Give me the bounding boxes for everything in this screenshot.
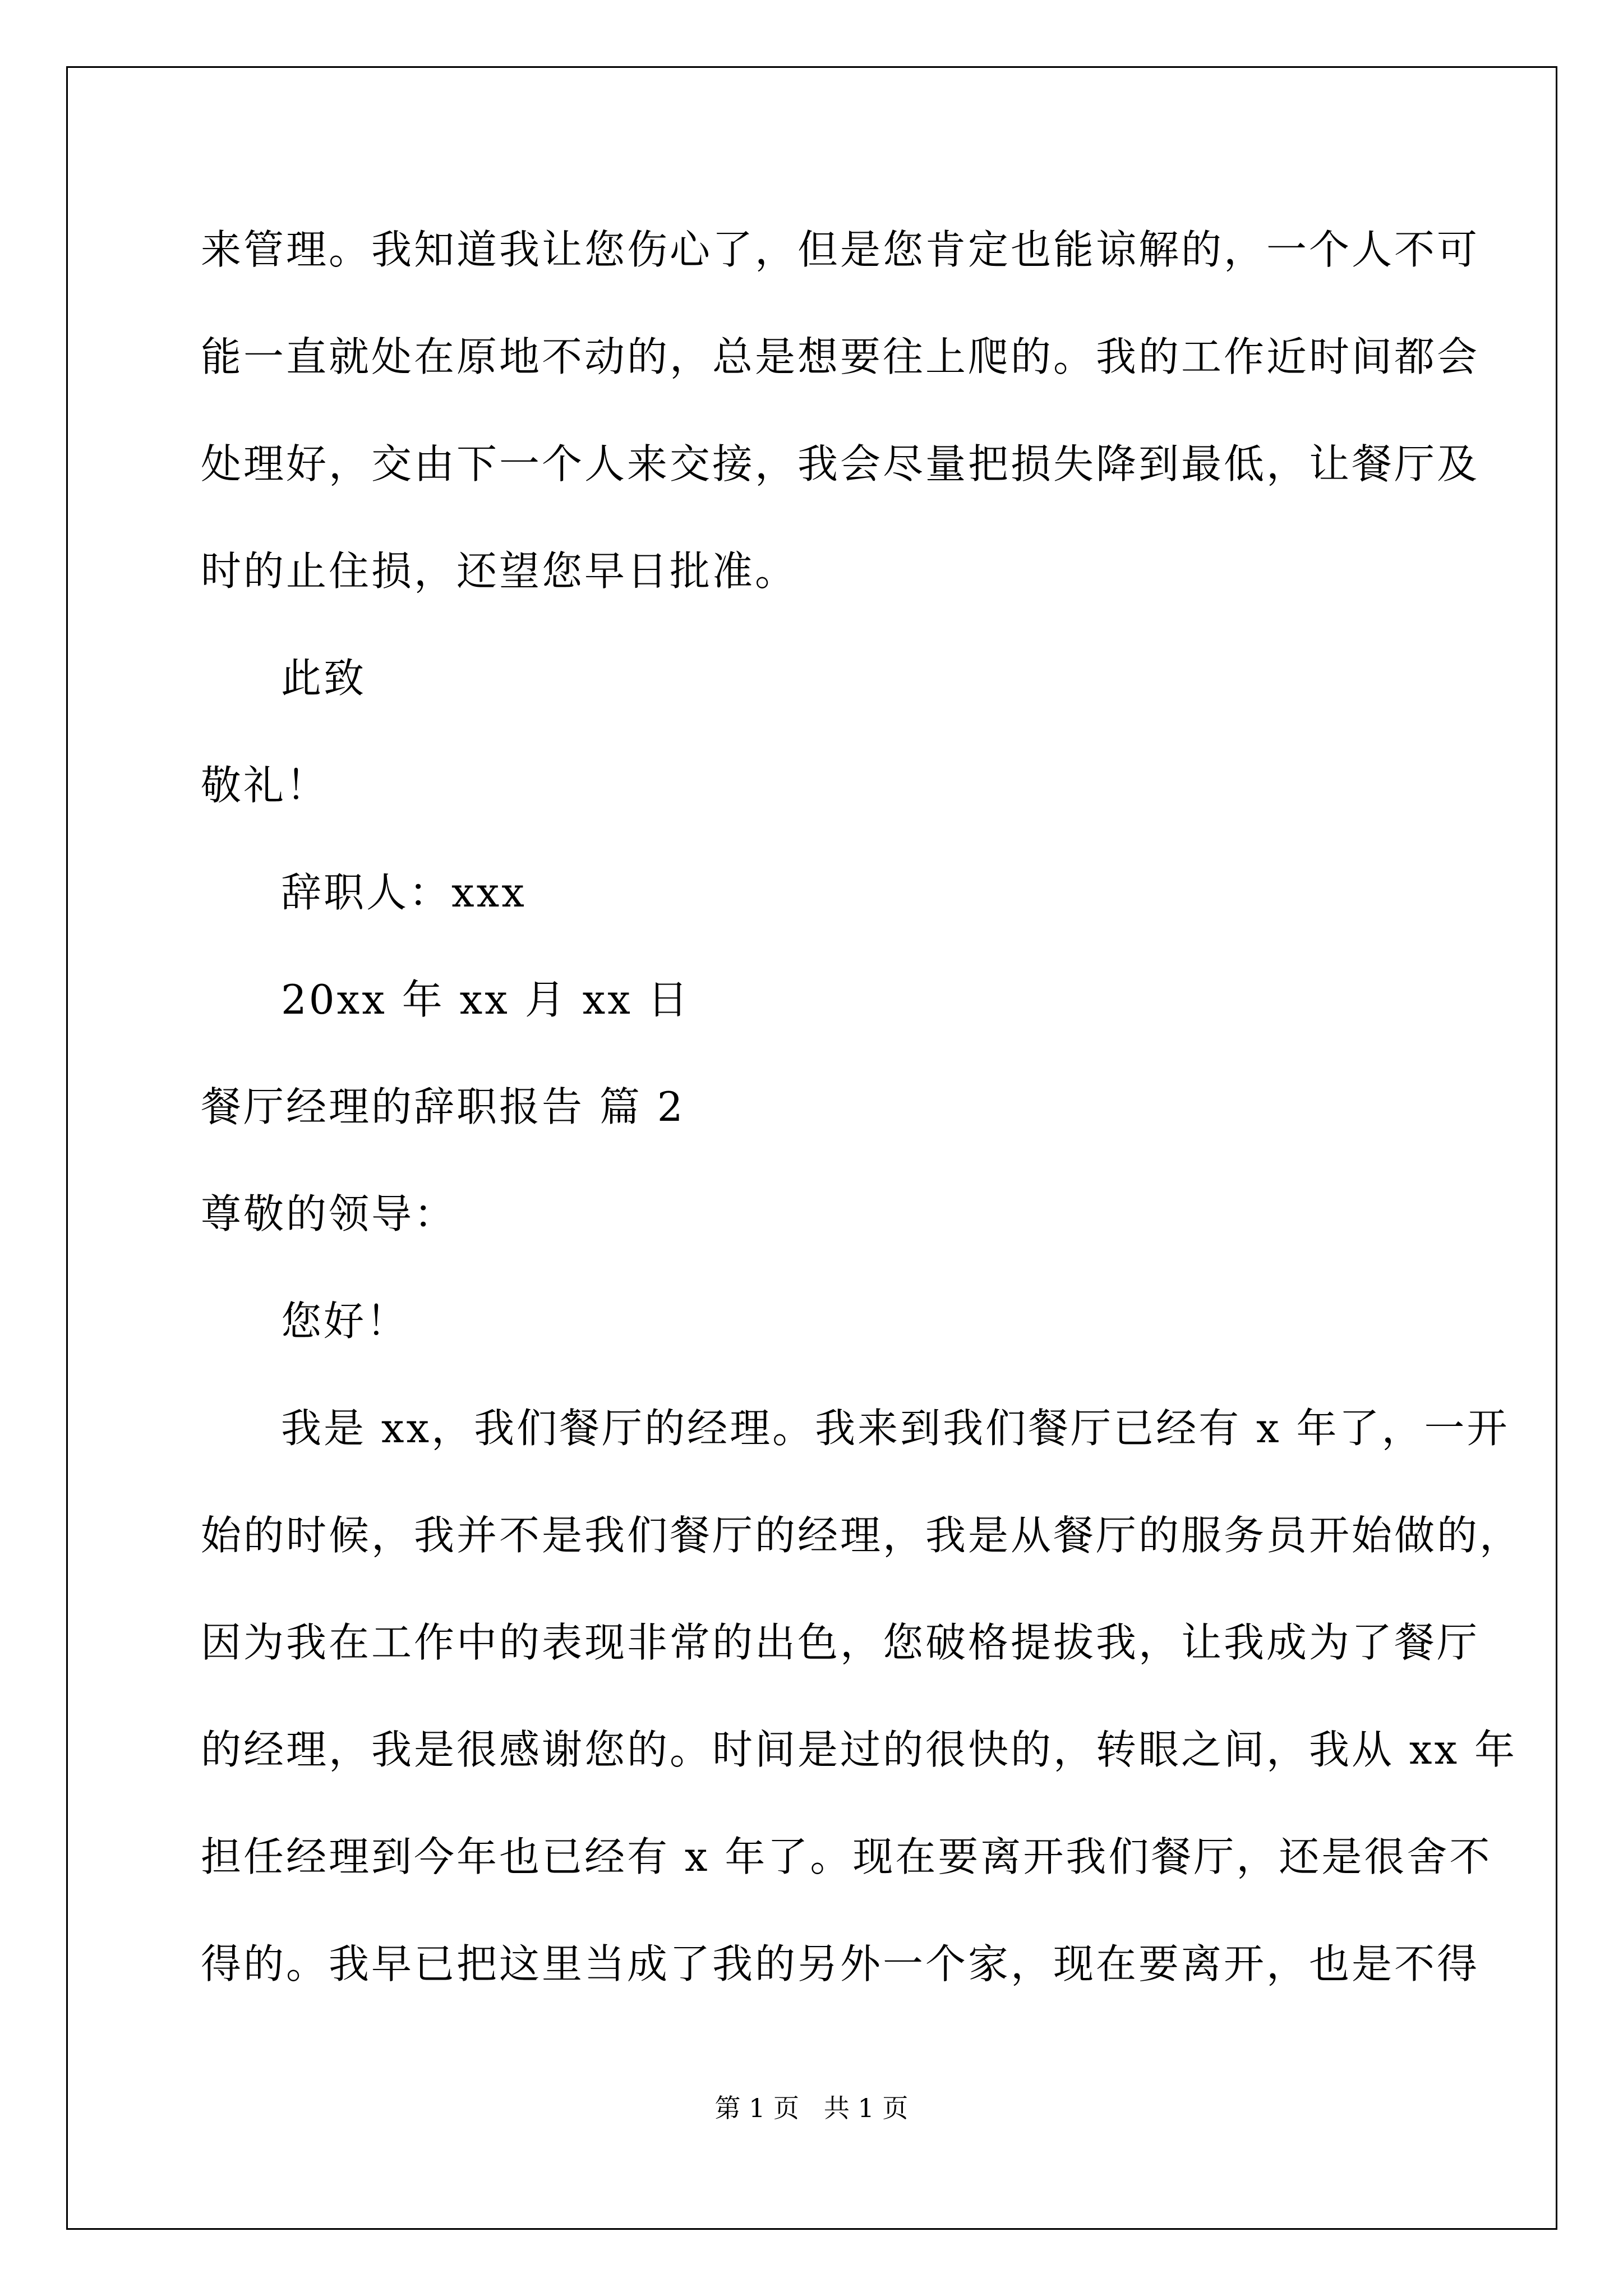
document-body: [201, 211, 1523, 2032]
closing-regards: 敬礼！: [201, 762, 329, 809]
date-line: 20xx 年 xx 月 xx 日: [281, 976, 690, 1023]
page-number-footer: 第 1 页 共 1 页: [714, 2093, 909, 2123]
signer-line: 辞职人：xxx: [281, 869, 527, 916]
body-line: 的经理，我是很感谢您的。时间是过的很快的，转眼之间，我从 xx 年: [201, 1726, 1517, 1773]
body-line: 始的时候，我并不是我们餐厅的经理，我是从餐厅的服务员开始做的，: [201, 1512, 1523, 1559]
body-line: 时的止住损，还望您早日批准。: [201, 547, 798, 595]
greeting-recipient: 尊敬的领导：: [201, 1190, 457, 1237]
body-line: 我是 xx，我们餐厅的经理。我来到我们餐厅已经有 x 年了，一开: [281, 1405, 1510, 1452]
body-line: 得的。我早已把这里当成了我的另外一个家，现在要离开，也是不得: [201, 1940, 1480, 1987]
section-title: 餐厅经理的辞职报告 篇 2: [201, 1083, 685, 1130]
body-line: 因为我在工作中的表现非常的出色，您破格提拔我，让我成为了餐厅: [201, 1619, 1480, 1666]
body-line: 能一直就处在原地不动的，总是想要往上爬的。我的工作近时间都会: [201, 333, 1480, 380]
greeting-hello: 您好！: [281, 1297, 409, 1345]
body-line: 处理好，交由下一个人来交接，我会尽量把损失降到最低，让餐厅及: [201, 440, 1480, 487]
body-line: 来管理。我知道我让您伤心了，但是您肯定也能谅解的，一个人不可: [201, 226, 1480, 273]
closing-salutation: 此致: [281, 655, 367, 702]
body-line: 担任经理到今年也已经有 x 年了。现在要离开我们餐厅，还是很舍不: [201, 1833, 1492, 1880]
